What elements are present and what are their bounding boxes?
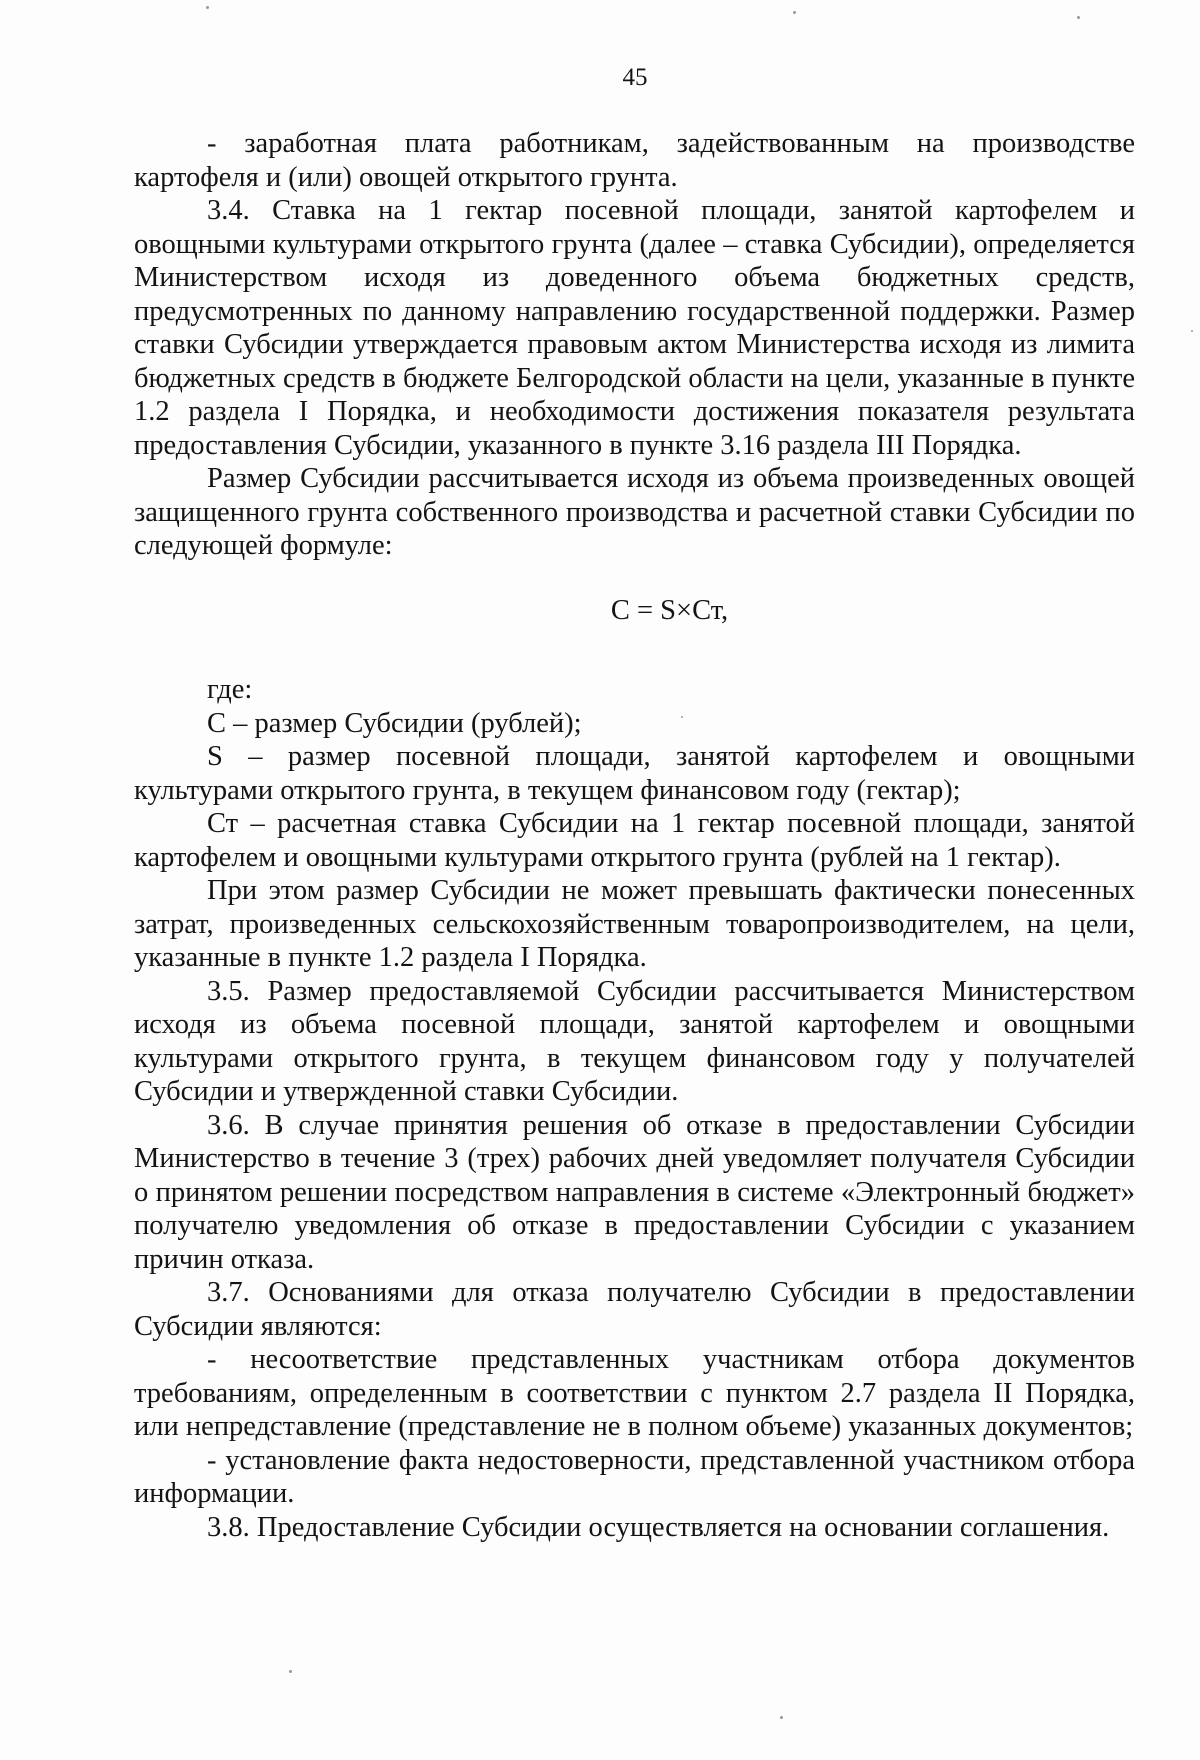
paragraph-3-5: 3.5. Размер предоставляемой Субсидии рассчитывается Министерством исходя из объема посевной площади, занятой картофелем и овощными культурами открытого грунта, в текущем финансовом году у получателей Субсидии и утвержденной ставки Субсидии. <box>134 975 1135 1107</box>
scan-speck <box>793 11 796 14</box>
scan-speck <box>681 716 683 718</box>
paragraph-where: где: <box>207 674 253 705</box>
scan-speck <box>289 1670 292 1673</box>
paragraph-3-7: 3.7. Основаниями для отказа получателю Субсидии в предоставлении Субсидии являются: <box>134 1277 1135 1342</box>
definition-s: S – размер посевной площади, занятой картофелем и овощными культурами открытого грунта, в текущем финансовом году (гектар); <box>134 741 1135 806</box>
paragraph-limit: При этом размер Субсидии не может превышать фактически понесенных затрат, произведенных сельскохозяйственным товаропроизводителем, на цели, указанные в пункте 1.2 раздела I Порядка. <box>134 875 1135 973</box>
page-number: 45 <box>622 64 648 91</box>
scan-speck <box>1191 330 1193 332</box>
paragraph-3-8: 3.8. Предоставление Субсидии осуществляется на основании соглашения. <box>207 1511 1110 1543</box>
subsidy-formula: С = S×Ст, <box>610 594 729 626</box>
definition-st: Ст – расчетная ставка Субсидии на 1 гектар посевной площади, занятой картофелем и овощными культурами открытого грунта (рублей на 1 гектар). <box>134 808 1135 873</box>
scan-speck <box>1077 16 1080 19</box>
bullet-documents: - несоответствие представленных участникам отбора документов требованиям, определенным в соответствии с пунктом 2.7 раздела II Порядка, или непредставление (представление не в полном объеме) указанных документов; <box>134 1344 1135 1442</box>
definition-c: С – размер Субсидии (рублей); <box>207 707 582 739</box>
bullet-information: - установление факта недостоверности, представленной участником отбора информации. <box>134 1444 1135 1509</box>
scan-speck <box>780 1716 783 1719</box>
paragraph-subsidy-calculation: Размер Субсидии рассчитывается исходя из объема произведенных овощей защищенного грунта собственного производства и расчетной ставки Субсидии по следующей формуле: <box>134 463 1135 561</box>
paragraph-3-6: 3.6. В случае принятия решения об отказе в предоставлении Субсидии Министерство в течение 3 (трех) рабочих дней уведомляет получателя Субсидии о принятом решении посредством направления в системе «Электронный бюджет» получателю уведомления об отказе в предоставлении Субсидии с указанием причин отказа. <box>134 1109 1135 1275</box>
paragraph-salary: - заработная плата работникам, задействованным на производстве картофеля и (или) овощей открытого грунта. <box>134 128 1135 193</box>
document-body <box>134 127 1135 1544</box>
paragraph-3-4: 3.4. Ставка на 1 гектар посевной площади, занятой картофелем и овощными культурами открытого грунта (далее – ставка Субсидии), определяется Министерством исходя из доведенного объема бюджетных средств, предусмотренных по данному направлению государственной поддержки. Размер ставки Субсидии утверждается правовым актом Министерства исходя из лимита бюджетных средств в бюджете Белгородской области на цели, указанные в пункте 1.2 раздела I Порядка, и необходимости достижения показателя результата предоставления Субсидии, указанного в пункте 3.16 раздела III Порядка. <box>134 195 1135 461</box>
scan-speck <box>206 6 209 9</box>
